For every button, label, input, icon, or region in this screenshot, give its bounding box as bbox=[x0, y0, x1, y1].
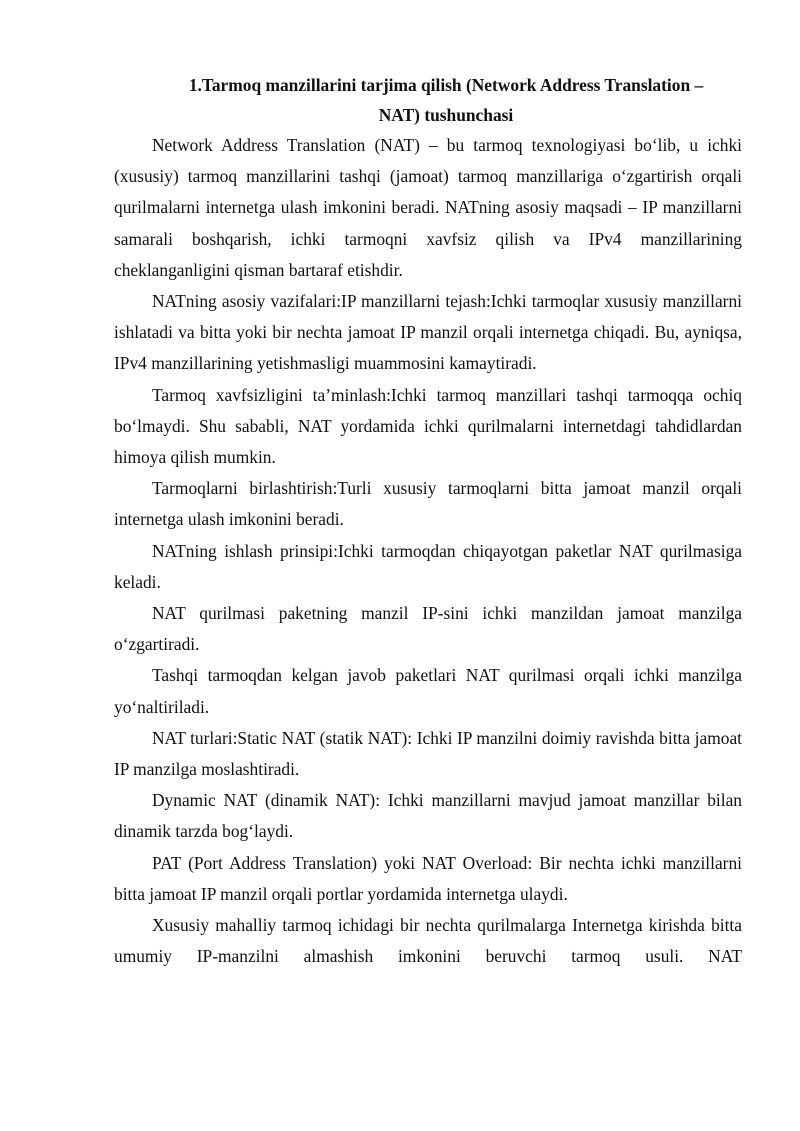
paragraph-nat-tasks: NATning asosiy vazifalari:IP manzillarni tejash:Ichki tarmoqlar xususiy manzillarni ishlatadi va bitta yoki bir nechta jamoat IP manzil orqali internetga chiqadi. Bu, ayniqsa, IPv4 manzillarining yetishmasligi muammosini kamaytiradi. bbox=[114, 291, 742, 374]
document-page bbox=[114, 70, 742, 972]
paragraph-dynamic-nat: Dynamic NAT (dinamik NAT): Ichki manzillarni mavjud jamoat manzillar bilan dinamik tarzda bog‘laydi. bbox=[114, 790, 742, 842]
paragraph-address-change: NAT qurilmasi paketning manzil IP-sini ichki manzildan jamoat manzilga o‘zgartiradi. bbox=[114, 603, 742, 655]
paragraph-reply-packets: Tashqi tarmoqdan kelgan javob paketlari NAT qurilmasi orqali ichki manzilga yo‘naltiriladi. bbox=[114, 665, 742, 717]
paragraph-working-principle: NATning ishlash prinsipi:Ichki tarmoqdan chiqayotgan paketlar NAT qurilmasiga keladi. bbox=[114, 540, 742, 592]
title-line-2: NAT) tushunchasi bbox=[378, 105, 514, 125]
paragraph-nat-definition: Network Address Translation (NAT) – bu tarmoq texnologiyasi bo‘lib, u ichki (xususiy) tarmoq manzillarini tashqi (jamoat) tarmoq manzillariga o‘zgartirish orqali qurilmalarni internetga ulash imkonini beradi. NATning asosiy maqsadi – IP manzillarni samarali boshqarish, ichki tarmoqni xavfsiz qilish va IPv4 manzillarining cheklanganligini qisman bartaraf etishdir. bbox=[114, 135, 742, 280]
paragraph-private-network: Xususiy mahalliy tarmoq ichidagi bir nechta qurilmalarga Internetga kirishda bitta umumiy IP-manzilni almashish imkonini beruvchi tarmoq usuli. NAT bbox=[114, 915, 742, 967]
title-line-1: 1.Tarmoq manzillarini tarjima qilish (Network Address Translation – bbox=[188, 75, 704, 95]
paragraph-network-security: Tarmoq xavfsizligini ta’minlash:Ichki tarmoq manzillari tashqi tarmoqqa ochiq bo‘lmaydi. Shu sababli, NAT yordamida ichki qurilmalarni internetdagi tahdidlardan himoya qilish mumkin. bbox=[114, 384, 742, 468]
paragraph-network-merging: Tarmoqlarni birlashtirish:Turli xususiy tarmoqlarni bitta jamoat manzil orqali internetga ulash imkonini beradi. bbox=[114, 478, 742, 530]
paragraph-static-nat: NAT turlari:Static NAT (statik NAT): Ichki IP manzilni doimiy ravishda bitta jamoat IP manzilga moslashtiradi. bbox=[114, 727, 742, 780]
document-title bbox=[114, 70, 742, 130]
paragraph-pat: PAT (Port Address Translation) yoki NAT Overload: Bir nechta ichki manzillarni bitta jamoat IP manzil orqali portlar yordamida internetga ulaydi. bbox=[114, 852, 742, 904]
